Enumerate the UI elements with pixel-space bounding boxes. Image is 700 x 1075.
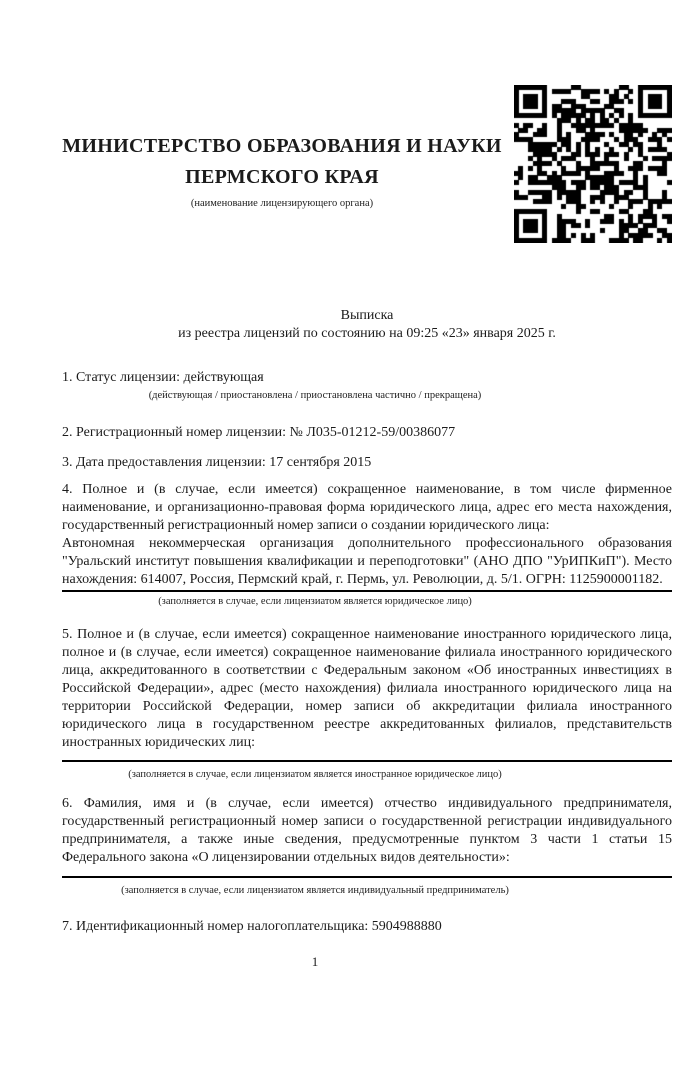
- authority-caption: (наименование лицензирующего органа): [190, 198, 374, 209]
- individual-entrepreneur-note: (заполняется в случае, если лицензиатом является индивидуальный предприниматель): [121, 885, 509, 896]
- registration-number-item: 2. Регистрационный номер лицензии: № Л035-01212-59/00386077: [62, 425, 456, 440]
- license-status-item: [62, 369, 672, 402]
- licensing-authority-header: [62, 131, 514, 210]
- document-header: [62, 85, 672, 243]
- license-extract-page: [0, 85, 700, 970]
- individual-entrepreneur-item: [62, 795, 672, 897]
- legal-entity-label: 4. Полное и (в случае, если имеется) сокращенное наименование, в том числе фирменное наименование, и организационно-правовая форма юридического лица, адрес его места нахождения, государственный регистрационный номер записи о создании юридического лица:: [62, 482, 672, 533]
- license-status-text: 1. Статус лицензии: действующая: [62, 370, 264, 385]
- document-title: [62, 307, 672, 343]
- legal-entity-item: [62, 481, 672, 608]
- authority-name-line1: МИНИСТЕРСТВО ОБРАЗОВАНИЯ И НАУКИ: [62, 135, 502, 157]
- legal-entity-value: Автономная некоммерческая организация дополнительного профессионального образования "Уральский институт повышения квалификации и переподготовки" (АНО ДПО "УрИПКиП"). Место нахождения: 614007, Россия, Пермский край, г. Пермь, ул. Революции, д. 5/1. ОГРН: 1125900001182.: [62, 535, 672, 592]
- title-line2: из реестра лицензий по состоянию на 09:25 «23» января 2025 г.: [178, 326, 556, 341]
- title-line1: Выписка: [340, 308, 394, 323]
- foreign-entity-label: 5. Полное и (в случае, если имеется) сокращенное наименование иностранного юридического лица, полное и (в случае, если имеется) сокращенное наименование филиала иностранного юридического лица, аккредитованного в соответствии с Федеральным законом «Об иностранных инвестициях в Российской Федерации», адрес (место нахождения) филиала иностранного юридического лица на территории Российской Федерации, номер записи об аккредитации филиала иностранного юридического лица в государственном реестре аккредитованных филиалов, представительств иностранных юридических лиц:: [62, 626, 672, 762]
- foreign-entity-note: (заполняется в случае, если лицензиатом является иностранное юридическое лицо): [128, 769, 502, 780]
- taxpayer-id-item: 7. Идентификационный номер налогоплательщика: 5904988880: [62, 919, 442, 934]
- license-status-options-note: (действующая / приостановлена / приостановлена частично / прекращена): [148, 390, 482, 401]
- qr-code-icon: [514, 85, 672, 243]
- page-number: 1: [311, 954, 319, 969]
- legal-entity-note: (заполняется в случае, если лицензиатом является юридическое лицо): [158, 596, 472, 607]
- individual-entrepreneur-label: 6. Фамилия, имя и (в случае, если имеется) отчество индивидуального предпринимателя, государственный регистрационный номер записи о государственной регистрации индивидуального предпринимателя, а также иные сведения, предусмотренные пунктом 3 части 1 статьи 15 Федерального закона «О лицензировании отдельных видов деятельности»:: [62, 795, 672, 878]
- foreign-entity-item: [62, 626, 672, 781]
- authority-name-line2: ПЕРМСКОГО КРАЯ: [185, 166, 379, 188]
- license-grant-date-item: 3. Дата предоставления лицензии: 17 сентября 2015: [62, 455, 372, 470]
